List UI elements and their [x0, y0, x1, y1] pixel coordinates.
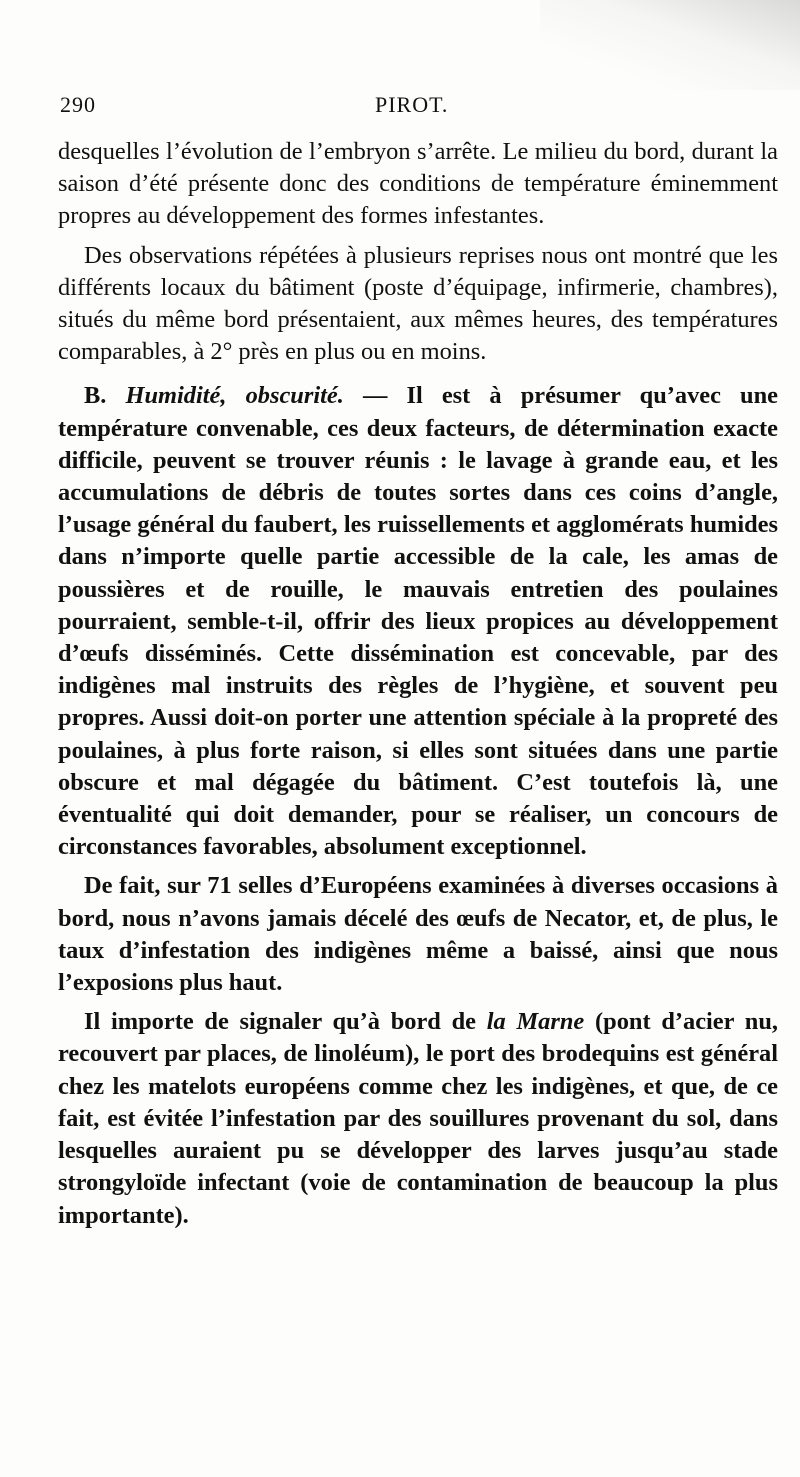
paragraph-5-after: (pont d’acier nu, recouvert par places, de linoléum), le port des brodequins est général chez les matelots européens comme chez les indigènes, et que, de ce fait, est évitée l’infestation par des souillures provenant du sol, dans lesquelles auraient pu se développer des larves jusqu’au stade strongyloïde infectant (voie de contamination de beaucoup la plus importante).	[58, 1008, 778, 1229]
paragraph-4: De fait, sur 71 selles d’Européens examinées à diverses occasions à bord, nous n’avons jamais décelé des œufs de Necator, et, de plus, le taux d’infestation des indigènes même a baissé, ainsi que nous l’exposions plus haut.	[58, 872, 778, 997]
ship-name: la Marne	[486, 1008, 585, 1036]
paragraph-2: Des observations répétées à plusieurs reprises nous ont montré que les différents locaux du bâtiment (poste d’équipage, infirmerie, chambres), situés du même bord présentaient, aux mêmes heures, des températures comparables, à 2° près en plus ou en moins.	[58, 241, 778, 366]
paragraph-1: desquelles l’évolution de l’embryon s’arrête. Le milieu du bord, durant la saison d’été présente donc des conditions de température éminemment propres au développement des formes infestantes.	[58, 138, 778, 230]
section-title: Humidité, obscurité.	[125, 382, 344, 410]
page-header	[60, 92, 750, 128]
paragraph-5	[58, 1006, 778, 1231]
paragraph-3-text: — Il est à présumer qu’avec une température convenable, ces deux facteurs, de détermination exacte difficile, peuvent se trouver réunis : le lavage à grande eau, et les accumulations de débris de toutes sortes dans ces coins d’angle, l’usage général du faubert, les ruissellements et agglomérats humides dans n’importe quelle partie accessible de la cale, les amas de poussières et de rouille, le mauvais entretien des poulaines pourraient, semble-t-il, offrir des lieux propices au développement d’œufs disséminés. Cette dissémination est concevable, par des indigènes mal instruits des règles de l’hygiène, et souvent peu propres. Aussi doit-on porter une attention spéciale à la propreté des poulaines, à plus forte raison, si elles sont situées dans une partie obscure et mal dégagée du bâtiment. C’est toutefois là, une éventualité qui doit demander, pour se réaliser, un concours de circonstances favorables, absolument exceptionnel.	[58, 382, 778, 861]
page-body	[58, 136, 778, 1232]
paragraph-5-before: Il importe de signaler qu’à bord de	[84, 1008, 487, 1036]
section-label: B.	[84, 382, 107, 410]
page-number: 290	[60, 92, 96, 117]
page-edge-shadow	[540, 0, 800, 90]
paragraph-3	[58, 380, 778, 863]
running-head: PIROT.	[375, 92, 449, 117]
